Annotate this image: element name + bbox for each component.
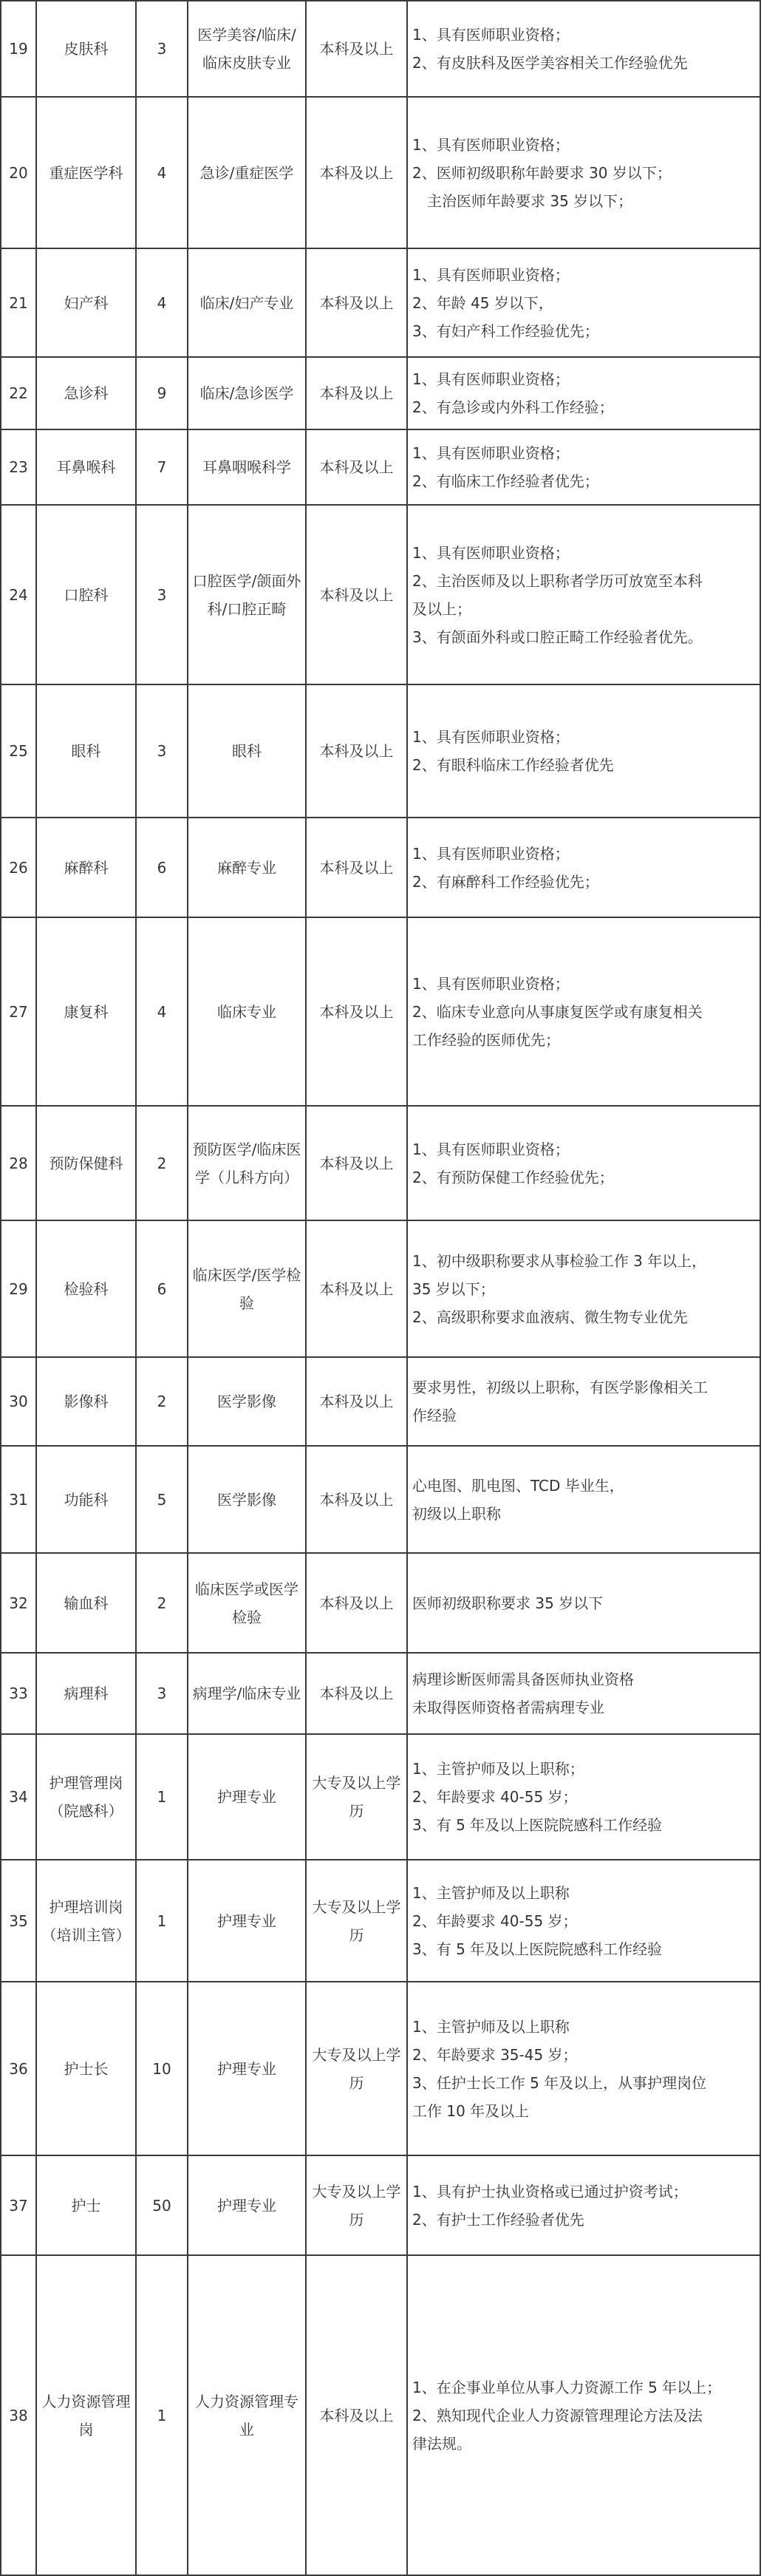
education-cell [305,1735,406,1859]
requirements-cell [406,249,761,356]
requirements-cell [406,358,761,429]
requirements-cell [406,2256,761,2575]
major-cell [187,1107,305,1220]
requirement-line: 工作经验的医师优先； [412,1030,560,1049]
department-cell [35,685,135,817]
requirement-line: 2、有护士工作经验者优先 [412,2210,584,2229]
requirement-line: 1、具有医师职业资格； [412,543,570,562]
education-cell [305,2156,406,2254]
requirement-line: 律法规。 [412,2434,471,2453]
row-number: 32 [9,1594,28,1612]
table-row [0,0,761,96]
requirements-cell [406,1358,761,1445]
table-row [0,2254,761,2576]
requirement-line: 2、年龄 45 岁以下， [412,293,553,312]
education-cell [305,1447,406,1552]
department: 急诊科 [64,384,109,402]
department: 检验科 [64,1279,109,1298]
education: 本科及以上 [319,1393,394,1410]
education-cell [305,1554,406,1652]
headcount-cell [135,1,187,96]
major-cell [187,249,305,356]
department-cell [35,1107,135,1220]
department: 护理培训岗（培训主管） [41,1897,131,1944]
requirement-line: 35 岁以下； [412,1279,495,1298]
requirement-line: 工作 10 年及以上 [412,2101,530,2120]
row-number-cell [0,1447,35,1552]
requirement-line: 3、有 5 年及以上医院院感科工作经验 [412,1940,663,1958]
row-number-cell [0,1,35,96]
department: 眼科 [71,742,101,760]
table-row [0,917,761,1105]
major-cell [187,685,305,817]
table-row [0,1733,761,1859]
row-number: 22 [9,384,28,402]
headcount-cell [135,2156,187,2254]
headcount: 1 [157,1911,167,1930]
education: 本科及以上 [319,1002,394,1021]
requirements-cell [406,506,761,684]
major: 人力资源管理专业 [195,2392,298,2439]
requirement-line: 1、主管护师及以上职称 [412,2017,570,2036]
requirement-line: 2、有眼科临床工作经验者优先 [412,756,614,774]
education: 本科及以上 [319,1279,394,1298]
requirement-line: 2、有麻醉科工作经验优先； [412,872,599,891]
table-row [0,429,761,504]
education: 本科及以上 [319,40,394,58]
table-row [0,1859,761,1981]
education-cell [305,358,406,429]
row-number-cell [0,1554,35,1652]
department: 功能科 [64,1490,109,1509]
table-row [0,2155,761,2254]
department-cell [35,2256,135,2575]
department: 护理管理岗（院感科） [49,1774,123,1820]
requirements-cell [406,98,761,248]
row-number: 26 [9,858,28,877]
row-number: 34 [9,1788,28,1806]
department-cell [35,506,135,684]
headcount: 3 [157,1685,167,1702]
major-cell [187,1860,305,1981]
department: 皮肤科 [64,40,109,58]
department-cell [35,1,135,96]
table-row [0,504,761,684]
department-cell [35,98,135,248]
education: 本科及以上 [319,458,394,476]
row-number-cell [0,1982,35,2155]
major: 护理专业 [217,2059,276,2078]
requirement-line: 3、有 5 年及以上医院院感科工作经验 [412,1816,663,1834]
headcount: 7 [157,458,167,476]
row-number-cell [0,2256,35,2575]
row-number-cell [0,1654,35,1733]
education: 本科及以上 [319,585,394,604]
education: 本科及以上 [319,858,394,877]
headcount-cell [135,358,187,429]
department-cell [35,1860,135,1981]
headcount-cell [135,1554,187,1652]
major: 护理专业 [217,2196,276,2215]
education: 本科及以上 [319,293,394,312]
education: 大专及以上学历 [312,1774,401,1820]
education-cell [305,430,406,504]
department-cell [35,358,135,429]
department-cell [35,918,135,1105]
requirement-line: 2、年龄要求 35-45 岁； [412,2045,578,2064]
department-cell [35,1982,135,2155]
education-cell [305,249,406,356]
row-number: 24 [9,585,28,604]
major-cell [187,1982,305,2155]
headcount: 4 [157,163,167,182]
requirement-line: 要求男性，初级以上职称，有医学影像相关工 [412,1379,708,1396]
major: 耳鼻咽喉科学 [202,458,291,476]
education-cell [305,1358,406,1445]
requirement-line: 1、具有医师职业资格； [412,728,570,746]
department: 重症医学科 [49,163,123,182]
department: 影像科 [64,1393,109,1410]
major-cell [187,1358,305,1445]
headcount: 2 [157,1154,167,1172]
headcount-cell [135,1654,187,1733]
row-number: 23 [9,458,28,476]
requirement-line: 2、有临床工作经验者优先； [412,472,599,490]
education-cell [305,1654,406,1733]
major-cell [187,506,305,684]
education: 本科及以上 [319,384,394,402]
department: 耳鼻喉科 [56,458,116,476]
table-row [0,1220,761,1356]
requirement-line: 初级以上职称 [412,1504,501,1523]
table-row [0,1445,761,1552]
row-number-cell [0,1860,35,1981]
department: 预防保健科 [49,1154,123,1172]
headcount: 5 [157,1490,167,1509]
row-number: 37 [9,2196,28,2215]
table-row [0,1981,761,2155]
row-number-cell [0,818,35,917]
row-number: 21 [9,293,28,312]
row-number-cell [0,98,35,248]
requirement-line: 1、具有医师职业资格； [412,1140,570,1158]
major-cell [187,1221,305,1356]
requirement-line: 2、有皮肤科及医学美容相关工作经验优先 [412,54,688,72]
education: 大专及以上学历 [312,2182,401,2229]
education: 大专及以上学历 [312,1897,401,1944]
headcount-cell [135,1447,187,1552]
headcount-cell [135,918,187,1105]
department: 麻醉科 [64,858,109,877]
requirement-line: 主治医师年龄要求 35 岁以下； [427,191,633,210]
requirements-cell [406,1221,761,1356]
row-number: 28 [9,1154,28,1172]
department-cell [35,1358,135,1445]
headcount-cell [135,1107,187,1220]
table-row [0,1552,761,1652]
major: 临床医学/医学检验 [192,1265,301,1312]
major: 临床专业 [217,1002,276,1021]
requirement-line: 1、初中级职称要求从事检验工作 3 年以上， [412,1251,707,1270]
department-cell [35,1654,135,1733]
department: 护士 [71,2196,101,2215]
row-number: 25 [9,742,28,760]
department: 护士长 [64,2059,109,2078]
education-cell [305,1860,406,1981]
row-number-cell [0,1735,35,1859]
headcount-cell [135,818,187,917]
row-number: 35 [9,1911,28,1930]
row-number: 30 [9,1393,28,1410]
major: 预防医学/临床医学（儿科方向） [192,1140,301,1186]
requirement-line: 病理诊断医师需具备医师执业资格 [412,1671,634,1688]
headcount-cell [135,98,187,248]
requirement-line: 医师初级职称要求 35 岁以下 [412,1594,604,1612]
headcount: 3 [157,742,167,760]
major-cell [187,1554,305,1652]
row-number-cell [0,1358,35,1445]
requirement-line: 1、主管护师及以上职称； [412,1760,584,1778]
education-cell [305,1107,406,1220]
major-cell [187,98,305,248]
table-row [0,684,761,817]
education: 本科及以上 [319,1490,394,1509]
department-cell [35,1221,135,1356]
requirements-cell [406,2156,761,2254]
requirements-cell [406,430,761,504]
major: 医学美容/临床/临床皮肤专业 [197,26,296,72]
requirement-line: 1、具有医师职业资格； [412,26,570,44]
table-row [0,1105,761,1220]
row-number: 31 [9,1490,28,1509]
requirement-line: 2、年龄要求 40-55 岁； [412,1911,578,1930]
major: 麻醉专业 [217,858,276,877]
major-cell [187,2256,305,2575]
row-number-cell [0,685,35,817]
headcount: 9 [157,384,167,402]
education: 大专及以上学历 [312,2045,401,2092]
headcount: 4 [157,1002,167,1021]
row-number-cell [0,918,35,1105]
requirement-line: 3、有颌面外科或口腔正畸工作经验者优先。 [412,628,703,646]
department: 妇产科 [64,293,109,312]
requirements-cell [406,685,761,817]
requirement-line: 2、医师初级职称年龄要求 30 岁以下； [412,163,672,182]
requirement-line: 2、主治医师及以上职称者学历可放宽至本科 [412,571,703,590]
department: 康复科 [64,1002,109,1021]
major-cell [187,358,305,429]
headcount-cell [135,1221,187,1356]
education-cell [305,818,406,917]
major: 急诊/重症医学 [199,163,294,182]
education-cell [305,98,406,248]
headcount-cell [135,249,187,356]
row-number-cell [0,1107,35,1220]
major-cell [187,430,305,504]
education-cell [305,2256,406,2575]
major: 口腔医学/颌面外科/口腔正畸 [192,571,301,618]
headcount: 3 [157,585,167,604]
requirement-line: 1、具有医师职业资格； [412,370,570,388]
major-cell [187,918,305,1105]
requirements-cell [406,1554,761,1652]
education-cell [305,1,406,96]
row-number: 36 [9,2059,28,2078]
requirements-cell [406,1,761,96]
department-cell [35,1554,135,1652]
requirements-cell [406,918,761,1105]
headcount: 4 [157,293,167,312]
requirement-line: 2、熟知现代企业人力资源管理理论方法及法 [412,2406,703,2424]
row-number: 20 [9,163,28,182]
headcount-cell [135,685,187,817]
headcount: 2 [157,1393,167,1410]
row-number: 38 [9,2406,28,2424]
department: 病理科 [64,1685,109,1702]
major: 护理专业 [217,1911,276,1930]
education: 本科及以上 [319,1685,394,1702]
education: 本科及以上 [319,742,394,760]
requirement-line: 作经验 [412,1407,457,1424]
row-number: 19 [9,40,28,58]
major: 医学影像 [217,1393,276,1410]
requirement-line: 心电图、肌电图、TCD 毕业生， [412,1476,624,1495]
row-number-cell [0,506,35,684]
requirement-line: 1、具有医师职业资格； [412,444,570,462]
department-cell [35,430,135,504]
headcount-cell [135,2256,187,2575]
headcount: 6 [157,858,167,877]
row-number-cell [0,2156,35,2254]
department-cell [35,818,135,917]
headcount: 2 [157,1594,167,1612]
requirement-line: 1、具有医师职业资格； [412,974,570,993]
major-cell [187,2156,305,2254]
major: 护理专业 [217,1788,276,1806]
headcount: 50 [152,2196,171,2215]
row-number-cell [0,249,35,356]
headcount: 6 [157,1279,167,1298]
major: 病理学/临床专业 [192,1685,301,1702]
education: 本科及以上 [319,163,394,182]
table-row [0,356,761,429]
requirement-line: 2、有预防保健工作经验优先； [412,1168,614,1186]
row-number-cell [0,358,35,429]
table-row [0,96,761,248]
row-number: 27 [9,1002,28,1021]
requirements-cell [406,1982,761,2155]
department: 口腔科 [64,585,109,604]
headcount: 1 [157,2406,167,2424]
requirement-line: 1、主管护师及以上职称 [412,1883,570,1902]
headcount-cell [135,430,187,504]
major: 眼科 [232,742,262,760]
headcount-cell [135,1860,187,1981]
department-cell [35,1447,135,1552]
headcount: 3 [157,40,167,58]
department-cell [35,2156,135,2254]
education-cell [305,1982,406,2155]
major-cell [187,818,305,917]
headcount-cell [135,1735,187,1859]
requirements-cell [406,1447,761,1552]
requirements-cell [406,1107,761,1220]
requirement-line: 未取得医师资格者需病理专业 [412,1699,604,1716]
education-cell [305,918,406,1105]
requirements-cell [406,1860,761,1981]
headcount-cell [135,506,187,684]
requirement-line: 及以上； [412,599,471,618]
table-row [0,1652,761,1733]
education: 本科及以上 [319,1154,394,1172]
department: 输血科 [64,1594,109,1612]
table-row [0,817,761,917]
major: 临床/急诊医学 [199,384,294,402]
requirement-line: 3、有妇产科工作经验优先； [412,322,599,340]
requirements-cell [406,1735,761,1859]
table-row [0,1356,761,1445]
requirement-line: 2、有急诊或内外科工作经验； [412,398,614,416]
major-cell [187,1447,305,1552]
major: 医学影像 [217,1490,276,1509]
requirement-line: 1、具有护士执业资格或已通过护资考试； [412,2182,688,2201]
table-row [0,248,761,356]
headcount: 1 [157,1788,167,1806]
requirements-cell [406,818,761,917]
department-cell [35,1735,135,1859]
education: 本科及以上 [319,2406,394,2424]
major: 临床医学或医学检验 [195,1580,298,1626]
row-number-cell [0,430,35,504]
major-cell [187,1654,305,1733]
requirement-line: 2、年龄要求 40-55 岁； [412,1788,578,1806]
row-number: 33 [9,1685,28,1702]
major-cell [187,1735,305,1859]
row-number: 29 [9,1279,28,1298]
requirement-line: 1、具有医师职业资格； [412,844,570,863]
requirements-cell [406,1654,761,1733]
major-cell [187,1,305,96]
requirement-line: 1、具有医师职业资格； [412,265,570,284]
education-cell [305,1221,406,1356]
department: 人力资源管理岗 [41,2392,131,2439]
headcount-cell [135,1982,187,2155]
requirement-line: 3、任护士长工作 5 年及以上，从事护理岗位 [412,2073,707,2092]
requirement-line: 2、临床专业意向从事康复医学或有康复相关 [412,1002,703,1021]
major: 临床/妇产专业 [199,293,294,312]
requirement-line: 1、在企事业单位从事人力资源工作 5 年以上； [412,2378,722,2396]
headcount: 10 [152,2059,171,2078]
headcount-cell [135,1358,187,1445]
department-cell [35,249,135,356]
education-cell [305,506,406,684]
requirement-line: 1、具有医师职业资格； [412,135,570,154]
row-number-cell [0,1221,35,1356]
requirement-line: 2、高级职称要求血液病、微生物专业优先 [412,1308,688,1326]
education-cell [305,685,406,817]
education: 本科及以上 [319,1594,394,1612]
